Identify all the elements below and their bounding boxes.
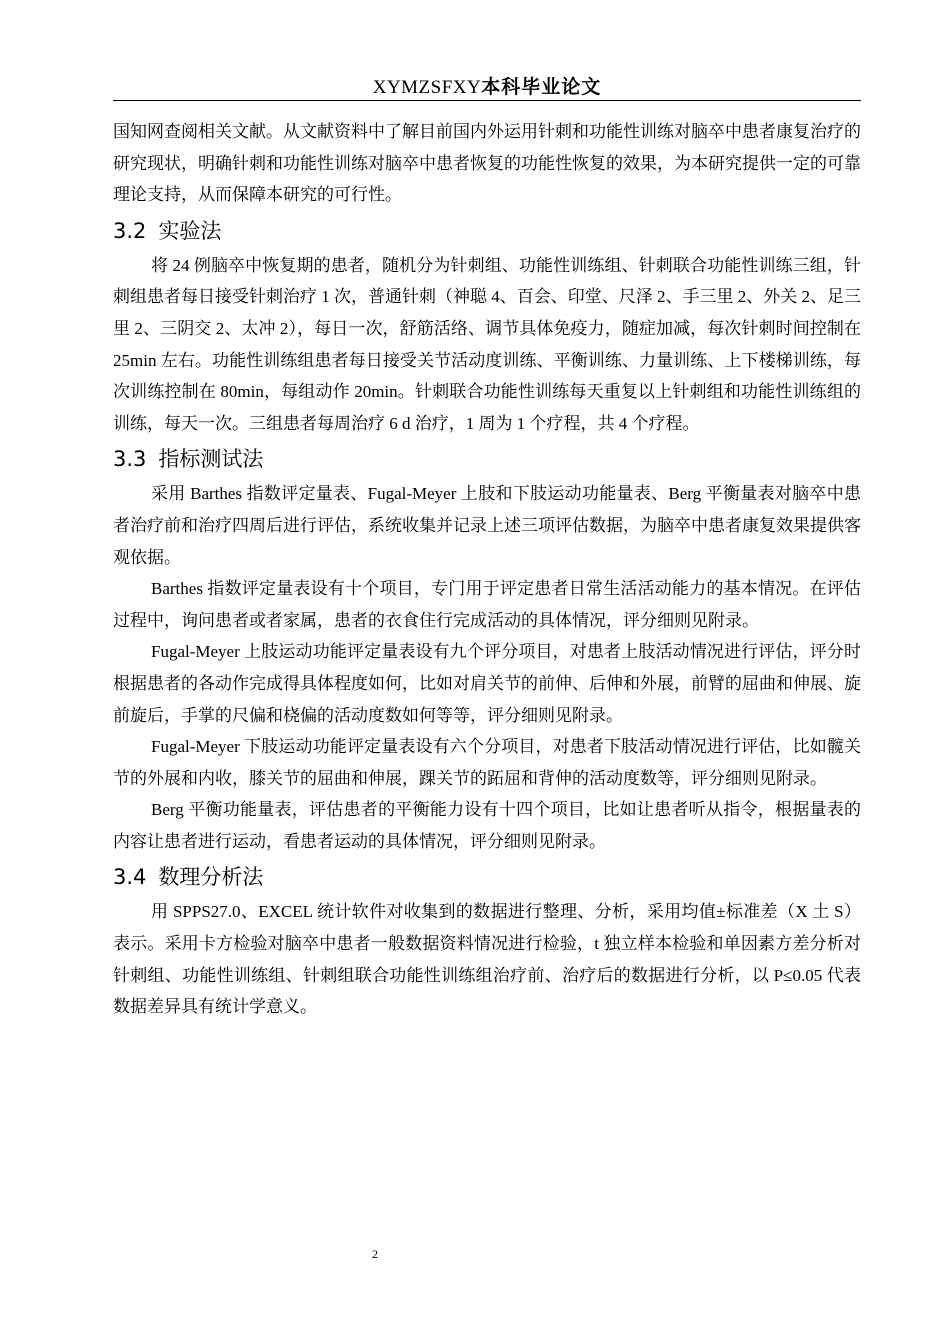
header-rule bbox=[113, 100, 861, 101]
section-title: 实验法 bbox=[158, 218, 222, 243]
section-heading-3-4 bbox=[113, 860, 861, 894]
paragraph: Barthes 指数评定量表设有十个项目，专门用于评定患者日常生活活动能力的基本情况。在评估过程中，询问患者或者家属，患者的衣食住行完成活动的具体情况，评分细则见附录。 bbox=[113, 579, 861, 630]
section-title: 数理分析法 bbox=[158, 865, 264, 890]
paragraph: Fugal-Meyer 下肢运动功能评定量表设有六个分项目，对患者下肢活动情况进行评估，比如髋关节的外展和内收，膝关节的屈曲和伸展，踝关节的跖屈和背伸的活动度数等，评分细则见附录。 bbox=[113, 737, 861, 788]
paragraph: 用 SPPS27.0、EXCEL 统计软件对收集到的数据进行整理、分析，采用均值±标准差（X 土 S）表示。采用卡方检验对脑卒中患者一般数据资料情况进行检验，t 独立样本检验和单因素方差分析对针刺组、功能性训练组、针刺组联合功能性训练组治疗前、治疗后的数据进行分析，以 P≤0.05 代表数据差异具有统计学意义。 bbox=[113, 902, 861, 1017]
section-heading-3-3 bbox=[113, 442, 861, 476]
section-number: 3.4 bbox=[113, 865, 147, 890]
running-header bbox=[113, 72, 861, 100]
paragraph: 采用 Barthes 指数评定量表、Fugal-Meyer 上肢和下肢运动功能量表、Berg 平衡量表对脑卒中患者治疗前和治疗四周后进行评估，系统收集并记录上述三项评估数据，为脑卒中患者康复效果提供客观依据。 bbox=[113, 484, 861, 567]
section-number: 3.2 bbox=[113, 218, 147, 243]
body-content bbox=[113, 116, 861, 1023]
section-heading-3-2 bbox=[113, 214, 861, 248]
paragraph: Fugal-Meyer 上肢运动功能评定量表设有九个评分项目，对患者上肢活动情况进行评估，评分时根据患者的各动作完成得具体程度如何，比如对肩关节的前伸、后伸和外展，前臂的屈曲和伸展、旋前旋后，手掌的尺偏和桡偏的活动度数如何等等，评分细则见附录。 bbox=[113, 642, 861, 725]
paragraph: 将 24 例脑卒中恢复期的患者，随机分为针刺组、功能性训练组、针刺联合功能性训练三组，针刺组患者每日接受针刺治疗 1 次，普通针刺（神聪 4、百会、印堂、尺泽 2、手三里 2、外关 2、足三里 2、三阴交 2、太冲 2），每日一次，舒筋活络、调节具体免疫力，随症加减，每次针刺时间控制在 25min 左右。功能性训练组患者每日接受关节活动度训练、平衡训练、力量训练、上下楼梯训练，每次训练控制在 80min，每组动作 20min。针刺联合功能性训练每天重复以上针刺组和功能性训练组的训练，每天一次。三组患者每周治疗 6 d 治疗，1 周为 1 个疗程，共 4 个疗程。 bbox=[113, 255, 861, 433]
header-latin-text: XYMZSFXY bbox=[372, 77, 482, 98]
section-number: 3.3 bbox=[113, 447, 147, 472]
section-title: 指标测试法 bbox=[158, 447, 264, 472]
paragraph: Berg 平衡功能量表，评估患者的平衡能力设有十四个项目，比如让患者听从指令，根据量表的内容让患者进行运动，看患者运动的具体情况，评分细则见附录。 bbox=[113, 800, 861, 851]
page-number: 2 bbox=[372, 1247, 378, 1261]
header-cjk-text: 本科毕业论文 bbox=[481, 76, 602, 98]
intro-continuation-paragraph: 国知网查阅相关文献。从文献资料中了解目前国内外运用针刺和功能性训练对脑卒中患者康复治疗的研究现状，明确针刺和功能性训练对脑卒中患者恢复的功能性恢复的效果，为本研究提供一定的可靠理论支持，从而保障本研究的可行性。 bbox=[113, 122, 861, 205]
